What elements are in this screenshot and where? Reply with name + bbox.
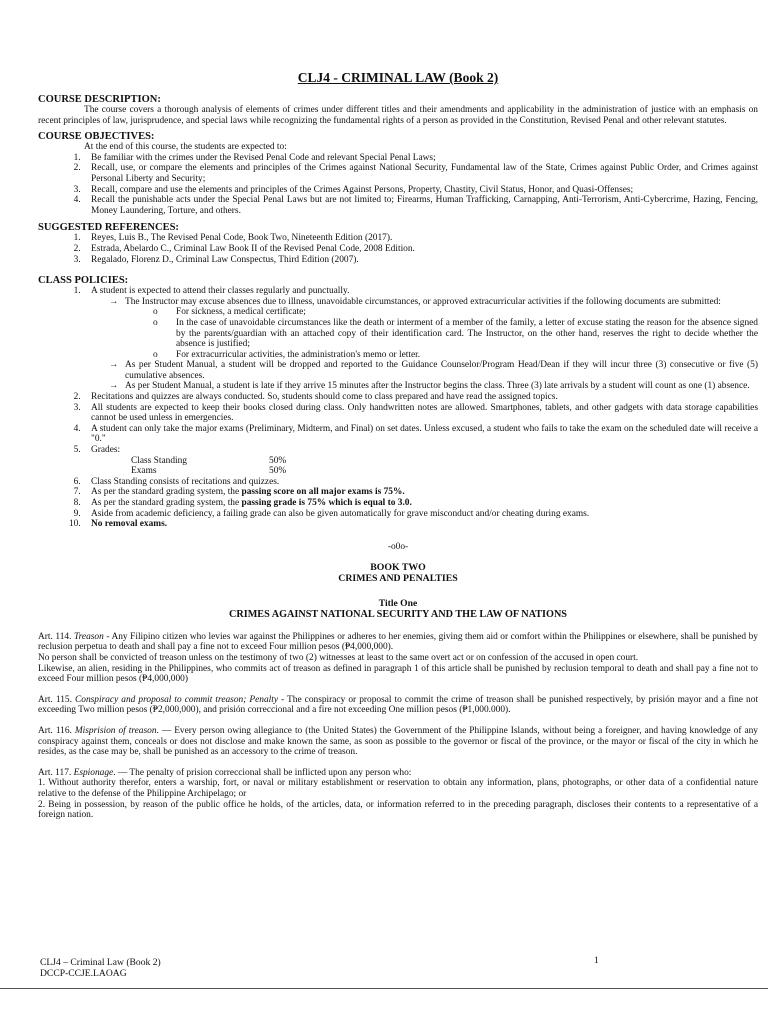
article-116 <box>38 726 758 758</box>
grade-row <box>131 456 286 467</box>
policy-item <box>83 445 758 477</box>
policy-subitem-text: As per Student Manual, a student is late if they arrive 15 minutes after the Instructor begins the class. Three (3) late arrivals by a student will count as one (1) absence. <box>125 381 750 392</box>
page-number: 1 <box>594 955 599 966</box>
document-item-text: For extracurricular activities, the administration's memo or letter. <box>176 349 421 360</box>
section-separator: -o0o- <box>387 541 409 552</box>
article-title: Treason <box>73 631 104 642</box>
document-item <box>151 307 758 318</box>
policy-item: 4. A student can only take the major exams (Preliminary, Midterm, and Final) on set dates. Unless excused, a student who fails to take the exam on the scheduled date will receive a "0." <box>83 424 758 445</box>
objective-item: 3. Recall, compare and use the elements and principles of the Crimes Against Persons, Property, Chastity, Civil Status, Honor, and Quasi-Offenses; <box>83 185 758 196</box>
article-paragraph: 2. Being in possession, by reason of the public office he holds, of the articles, data, or information referred to in the preceding paragraph, discloses their contents to a representative of a foreign nation. <box>38 799 758 821</box>
policy-sublist <box>91 297 758 392</box>
article-116-text <box>38 726 758 758</box>
policy-subitem <box>109 297 758 361</box>
article-number: Art. 116. <box>38 725 75 736</box>
policy-subitem-text: The Instructor may excuse absences due to illness, unavoidable circumstances, or approved extracurricular activities if the following documents are submitted: <box>125 296 721 307</box>
course-objectives-intro: At the end of this course, the students are expected to: <box>84 142 287 153</box>
reference-item: 1. Reyes, Luis B., The Revised Penal Code, Book Two, Nineteenth Edition (2017). <box>83 233 758 244</box>
document-list <box>125 307 758 360</box>
policy-item: 3. All students are expected to keep their books closed during class. Only handwritten notes are allowed. Smartphones, tablets, and other gadgets with data storage capabilities cannot be used unless in emergencies. <box>83 403 758 424</box>
title-heading: Title One <box>378 597 418 609</box>
class-policies-heading: CLASS POLICIES: <box>38 275 129 287</box>
article-number: Art. 117. <box>38 767 74 778</box>
article-body: - Any Filipino citizen who levies war against the Philippines or adheres to her enemies, giving them aid or comfort within the Philippines or elsewhere, shall be punished by reclusion perpetua to death and shall pay a fine not to exceed Four million pesos (₱4,000,000). <box>38 631 758 653</box>
policy-item <box>83 498 758 509</box>
article-body: . — Every person owing allegiance to (the United States) the Government of the Philippine Islands, without being a foreigner, and having knowledge of any conspiracy against them, conceals or does not disclose and make known the same, as soon as possible to the governor or fiscal of the province, or the mayor or fiscal of the city in which he resides, as the case may be, shall be punished as an accessory to the crime of treason. <box>38 725 758 758</box>
article-paragraph: 1. Without authority therefor, enters a warship, fort, or naval or military establishment or reservation to obtain any information, plans, photographs, or other data of a confidential nature relative to the defense of the Philippine Archipelago; or <box>38 778 758 799</box>
circle-bullet-icon: o <box>153 349 158 360</box>
article-title: Conspiracy and proposal to commit treason; Penalty <box>75 694 278 705</box>
article-title: Misprision of treason <box>74 725 157 736</box>
policy-item <box>83 519 758 530</box>
article-114-text <box>38 632 758 653</box>
arrow-right-icon: → <box>109 381 119 392</box>
policy-subitem <box>109 381 758 392</box>
policy-item: 6. Class Standing consists of recitations and quizzes. <box>83 477 758 488</box>
book-subheading: CRIMES AND PENALTIES <box>338 572 458 584</box>
document-item <box>151 318 758 350</box>
reference-item: 3. Regalado, Florenz D., Criminal Law Conspectus, Third Edition (2007). <box>83 255 758 266</box>
no-removal-text: No removal exams. <box>91 519 168 530</box>
policy-item <box>83 286 758 392</box>
references-heading: SUGGESTED REFERENCES: <box>38 222 179 234</box>
article-115 <box>38 695 758 716</box>
document-item <box>151 350 758 361</box>
grade-component: Exams <box>131 466 157 477</box>
article-117 <box>38 768 758 821</box>
policy-text: A student is expected to attend their classes regularly and punctually. <box>91 286 350 297</box>
passing-grade-text: passing grade is 75% which is equal to 3.0. <box>241 498 412 508</box>
article-paragraph: Likewise, an alien, residing in the Philippines, who commits act of treason as defined in paragraph 1 of this article shall be punished by reclusion temporal to death and shall pay a fine not to exceed Four million pesos (₱4,000,000) <box>38 663 758 685</box>
objective-item: 4. Recall the punishable acts under the Special Penal Laws but are not limited to; Firearms, Human Trafficking, Carnapping, Anti-Terrorism, Anti-Cybercrime, Hazing, Fencing, Money Laundering, Torture, and others. <box>83 195 758 216</box>
circle-bullet-icon: o <box>153 307 158 318</box>
article-115-text <box>38 695 758 716</box>
article-body: - The conspiracy or proposal to commit the crime of treason shall be punished respectively, by prisión mayor and a fine not exceeding Two million pesos (₱2,000,000), and prisión correccional and a fire not exceeding One million pesos (₱1,000.000). <box>38 694 758 716</box>
objectives-list <box>38 153 758 217</box>
class-policies <box>38 275 758 530</box>
document-item-text: In the case of unavoidable circumstances like the death or interment of a member of the family, a letter of excuse stating the reason for the absence signed by the parents/guardian with an attached copy of their identification card. The Instructor, on the other hand, reserves the right to decide whether the absence is justified; <box>176 317 758 350</box>
policy-item <box>83 487 758 498</box>
course-objectives <box>38 131 758 216</box>
document-item-text: For sickness, a medical certificate; <box>176 307 306 318</box>
book-heading: BOOK TWO <box>370 561 426 573</box>
grade-component: Class Standing <box>131 455 187 466</box>
document-title: CLJ4 - CRIMINAL LAW (Book 2) <box>297 70 499 85</box>
course-objectives-heading: COURSE OBJECTIVES: <box>38 131 155 143</box>
grade-row <box>131 466 286 477</box>
policy-subitem <box>109 360 758 381</box>
suggested-references <box>38 222 758 265</box>
objective-item: 2. Recall, use, or compare the elements and principles of the Crimes against National Security, Fundamental law of the State, Crimes against Public Order, and Crimes against Personal Liberty and Security; <box>83 163 758 184</box>
footer-rule <box>0 988 768 989</box>
grades-label: Grades: <box>91 445 121 456</box>
article-title: Espionage <box>73 767 114 778</box>
policies-list <box>38 286 758 530</box>
policy-text: As per the standard grading system, the <box>91 487 242 498</box>
reference-item: 2. Estrada, Abelardo C., Criminal Law Book II of the Revised Penal Code, 2008 Edition. <box>83 244 758 255</box>
passing-score-text: passing score on all major exams is 75%. <box>241 487 405 498</box>
policy-subitem-text: As per Student Manual, a student will be dropped and reported to the Guidance Counselor/Program Head/Dean if they will incur three (3) consecutive or five (5) cumulative absences. <box>125 360 758 381</box>
article-114 <box>38 632 758 685</box>
article-number: Art. 115. <box>38 694 75 705</box>
course-description <box>38 94 758 126</box>
policy-item: 9. Aside from academic deficiency, a failing grade can also be given automatically for grave misconduct and/or cheating during exams. <box>83 509 758 520</box>
article-paragraph: No person shall be convicted of treason unless on the testimony of two (2) witnesses at least to the same overt act or on confession of the accused in open court. <box>38 652 639 663</box>
footer-course: CLJ4 – Criminal Law (Book 2) <box>40 957 161 968</box>
grade-weight: 50% <box>269 455 287 466</box>
grade-weight: 50% <box>269 466 287 477</box>
arrow-right-icon: → <box>109 296 119 307</box>
course-description-heading: COURSE DESCRIPTION: <box>38 94 161 105</box>
page-footer <box>40 957 161 979</box>
grades-table <box>131 456 286 477</box>
course-description-text: The course covers a thorough analysis of elements of crimes under different titles and their amendments and applicability in the administration of justice with an emphasis on recent principles of law, jurisprudence, and special laws while recognizing the fundamental rights of a person as provided in the Constitution, Revised Penal and other relevant statutes. <box>38 105 758 126</box>
footer-institution: DCCP-CCJE.LAOAG <box>40 968 127 979</box>
policy-item: 2. Recitations and quizzes are always conducted. So, students should come to class prepared and have read the assigned topics. <box>83 392 758 403</box>
title-subheading: CRIMES AGAINST NATIONAL SECURITY AND THE LAW OF NATIONS <box>229 608 567 620</box>
article-117-text <box>38 768 758 779</box>
policy-text: As per the standard grading system, the <box>91 498 242 508</box>
article-body: . — The penalty of prision correccional shall be inflicted upon any person who: <box>113 767 412 778</box>
arrow-right-icon: → <box>109 360 119 371</box>
objective-item: 1. Be familiar with the crimes under the Revised Penal Code and relevant Special Penal Laws; <box>83 153 758 164</box>
references-list <box>38 233 758 265</box>
circle-bullet-icon: o <box>153 317 158 328</box>
article-number: Art. 114. <box>38 631 74 642</box>
